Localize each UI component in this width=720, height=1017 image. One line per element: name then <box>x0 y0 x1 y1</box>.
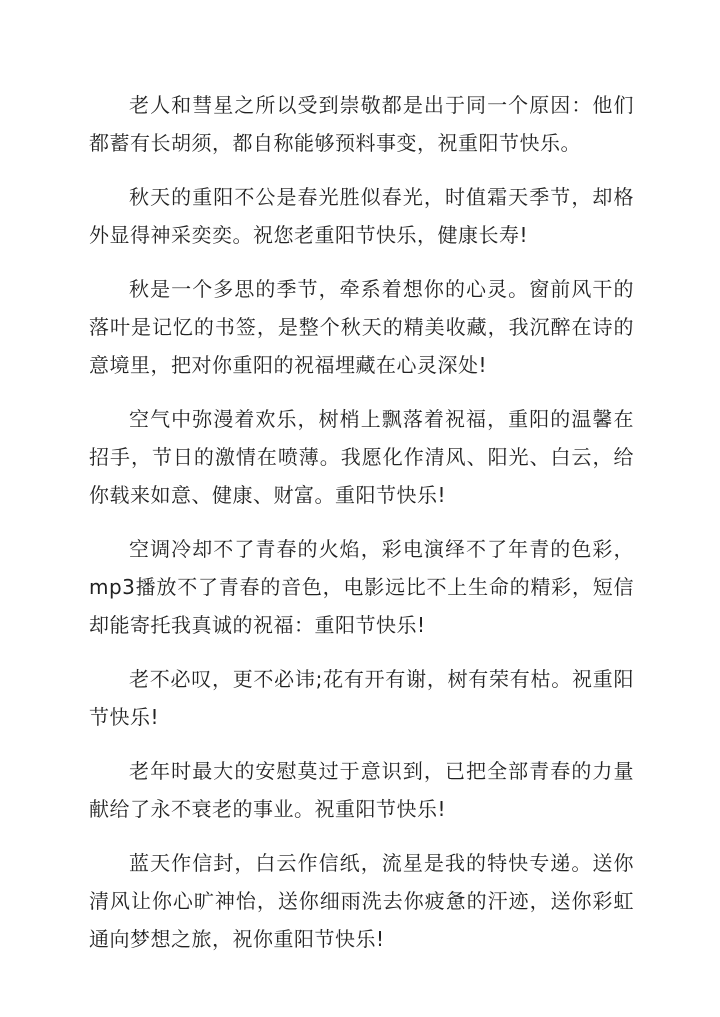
paragraph-2: 秋天的重阳不公是春光胜似春光，时值霜天季节，却格外显得神采奕奕。祝您老重阳节快乐，健康长寿! <box>89 185 634 247</box>
paragraph-3: 秋是一个多思的季节，牵系着想你的心灵。窗前风干的落叶是记忆的书签，是整个秋天的精美收藏，我沉醉在诗的意境里，把对你重阳的祝福埋藏在心灵深处! <box>89 277 634 377</box>
document-body <box>89 86 634 974</box>
paragraph-8: 蓝天作信封，白云作信纸，流星是我的特快专递。送你清风让你心旷神怡，送你细雨洗去你疲惫的汗迹，送你彩虹通向梦想之旅，祝你重阳节快乐! <box>89 851 634 951</box>
paragraph-6: 老不必叹，更不必讳;花有开有谢，树有荣有枯。祝重阳节快乐! <box>89 667 634 729</box>
paragraph-1: 老人和彗星之所以受到崇敬都是出于同一个原因：他们都蓄有长胡须，都自称能够预料事变，祝重阳节快乐。 <box>89 93 634 155</box>
paragraph-7: 老年时最大的安慰莫过于意识到，已把全部青春的力量献给了永不衰老的事业。祝重阳节快乐! <box>89 759 634 821</box>
paragraph-4: 空气中弥漫着欢乐，树梢上飘落着祝福，重阳的温馨在招手，节日的激情在喷薄。我愿化作清风、阳光、白云，给你载来如意、健康、财富。重阳节快乐! <box>89 407 634 507</box>
paragraph-5: 空调冷却不了青春的火焰，彩电演绎不了年青的色彩，mp3播放不了青春的音色，电影远比不上生命的精彩，短信却能寄托我真诚的祝福：重阳节快乐! <box>89 537 634 637</box>
